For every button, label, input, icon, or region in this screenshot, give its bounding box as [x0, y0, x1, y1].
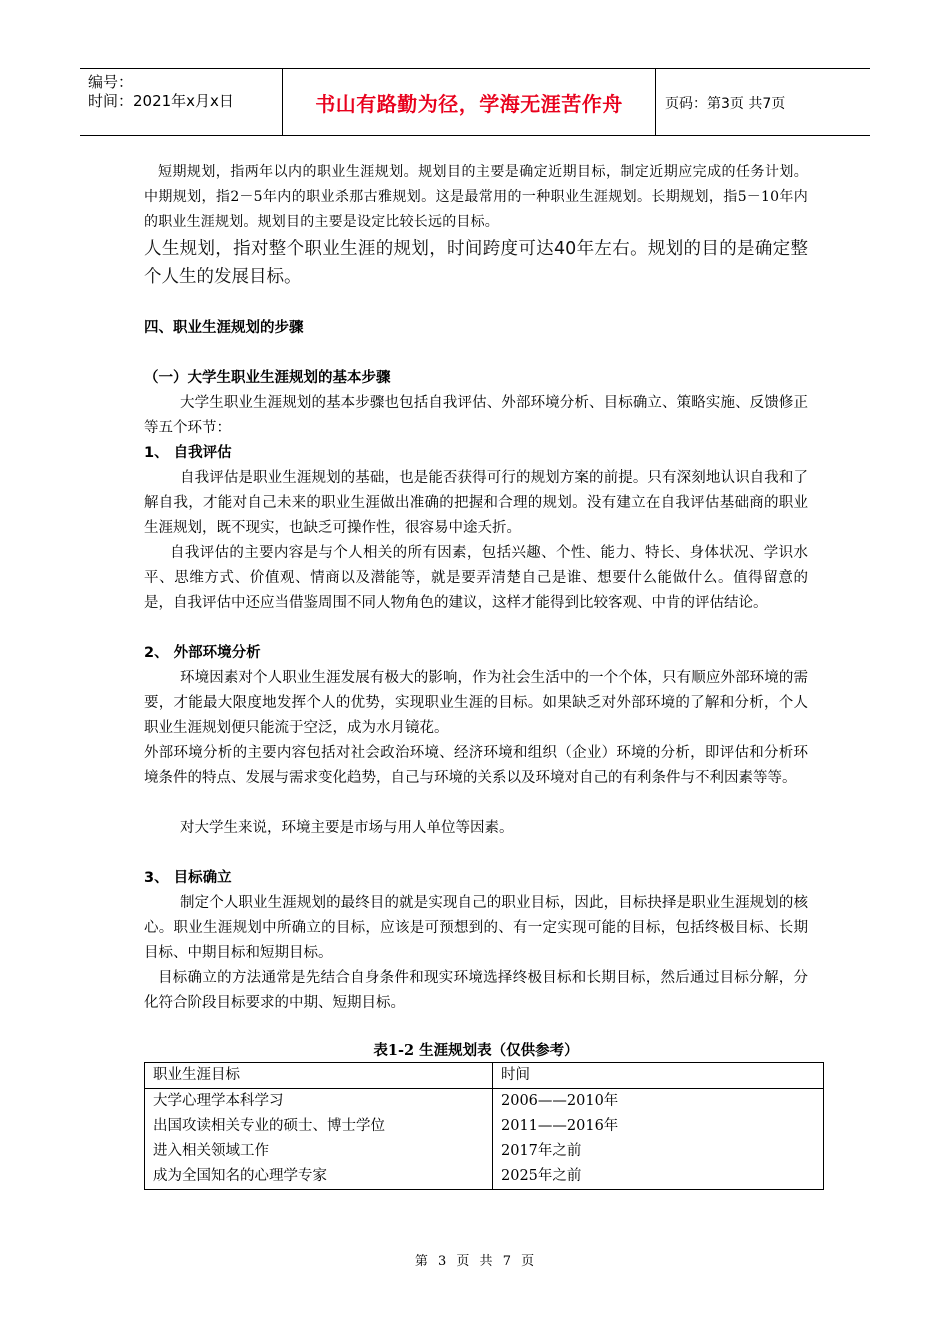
table-cell: 2017年之前: [493, 1139, 824, 1164]
table-header-cell: 时间: [493, 1063, 824, 1089]
paragraph: 对大学生来说，环境主要是市场与用人单位等因素。: [180, 820, 514, 836]
paragraph: 目标确立的方法通常是先结合自身条件和现实环境选择终极目标和长期目标，然后通过目标分解，分化符合阶段目标要求的中期、短期目标。: [144, 970, 808, 1011]
header-page-info: 页码：第3页 共7页: [665, 96, 786, 112]
table-cell: 成为全国知名的心理学专家: [145, 1164, 493, 1190]
step-heading: 2、 外部环境分析: [144, 645, 261, 661]
life-plan-paragraph: 人生规划，指对整个职业生涯的规划，时间跨度可达40年左右。规划的目的是确定整个人生的发展目标。: [144, 239, 808, 287]
paragraph: 大学生职业生涯规划的基本步骤也包括自我评估、外部环境分析、目标确立、策略实施、反馈修正等五个环节：: [144, 395, 808, 436]
table-row: [145, 1089, 824, 1115]
section-heading: 四、职业生涯规划的步骤: [144, 320, 304, 336]
paragraph: 环境因素对个人职业生涯发展有极大的影响，作为社会生活中的一个个体，只有顺应外部环境的需要，才能最大限度地发挥个人的优势，实现职业生涯的目标。如果缺乏对外部环境的了解和分析，个人职业生涯规划便只能流于空泛，成为水月镜花。: [144, 670, 808, 736]
paragraph: 制定个人职业生涯规划的最终目的就是实现自己的职业目标，因此，目标抉择是职业生涯规划的核心。职业生涯规划中所确立的目标，应该是可预想到的、有一定实现可能的目标，包括终极目标、长期目标、中期目标和短期目标。: [144, 895, 808, 961]
step-heading: 1、 自我评估: [144, 445, 232, 461]
table-row: [145, 1114, 824, 1139]
table-caption: 表1-2 生涯规划表（仅供参考）: [373, 1042, 579, 1059]
table-header-cell: 职业生涯目标: [145, 1063, 493, 1089]
table-cell: 2011——2016年: [493, 1114, 824, 1139]
date-label: 时间：2021年x月x日: [88, 92, 234, 110]
table-row: [145, 1164, 824, 1190]
step-heading: 3、 目标确立: [144, 870, 232, 886]
table-cell: 出国攻读相关专业的硕士、博士学位: [145, 1114, 493, 1139]
table-cell: 进入相关领域工作: [145, 1139, 493, 1164]
header-divider: [655, 69, 656, 135]
paragraph: 自我评估是职业生涯规划的基础，也是能否获得可行的规划方案的前提。只有深刻地认识自我和了解自我，才能对自己未来的职业生涯做出准确的把握和合理的规划。没有建立在自我评估基础商的职业生涯规划，既不现实，也缺乏可操作性，很容易中途夭折。: [144, 470, 808, 536]
header-meta: [80, 69, 282, 135]
table-cell: 2025年之前: [493, 1164, 824, 1190]
paragraph: 外部环境分析的主要内容包括对社会政治环境、经济环境和组织（企业）环境的分析，即评估和分析环境条件的特点、发展与需求变化趋势，自己与环境的关系以及环境对自己的有利条件与不利因素等等。: [144, 745, 808, 786]
number-label: 编号：: [88, 73, 134, 91]
table-cell: 2006——2010年: [493, 1089, 824, 1115]
subsection-heading: （一）大学生职业生涯规划的基本步骤: [144, 370, 391, 386]
page-footer: 第 3 页 共 7 页: [414, 1254, 536, 1269]
table-header-row: [145, 1063, 824, 1089]
page-header: [80, 68, 870, 136]
career-plan-table: [144, 1062, 824, 1190]
document-body: [144, 160, 808, 1190]
intro-paragraph: 短期规划，指两年以内的职业生涯规划。规划目的主要是确定近期目标，制定近期应完成的任务计划。中期规划，指2－5年内的职业杀那古雅规划。这是最常用的一种职业生涯规划。长期规划，指5－10年内的职业生涯规划。规划目的主要是设定比较长远的目标。: [144, 164, 808, 230]
header-motto: 书山有路勤为径，学海无涯苦作舟: [315, 91, 623, 116]
table-cell: 大学心理学本科学习: [145, 1089, 493, 1115]
paragraph: 自我评估的主要内容是与个人相关的所有因素，包括兴趣、个性、能力、特长、身体状况、学识水平、思维方式、价值观、情商以及潜能等，就是要弄清楚自己是谁、想要什么能做什么。值得留意的是，自我评估中还应当借鉴周围不同人物角色的建议，这样才能得到比较客观、中肯的评估结论。: [144, 545, 808, 611]
table-row: [145, 1139, 824, 1164]
